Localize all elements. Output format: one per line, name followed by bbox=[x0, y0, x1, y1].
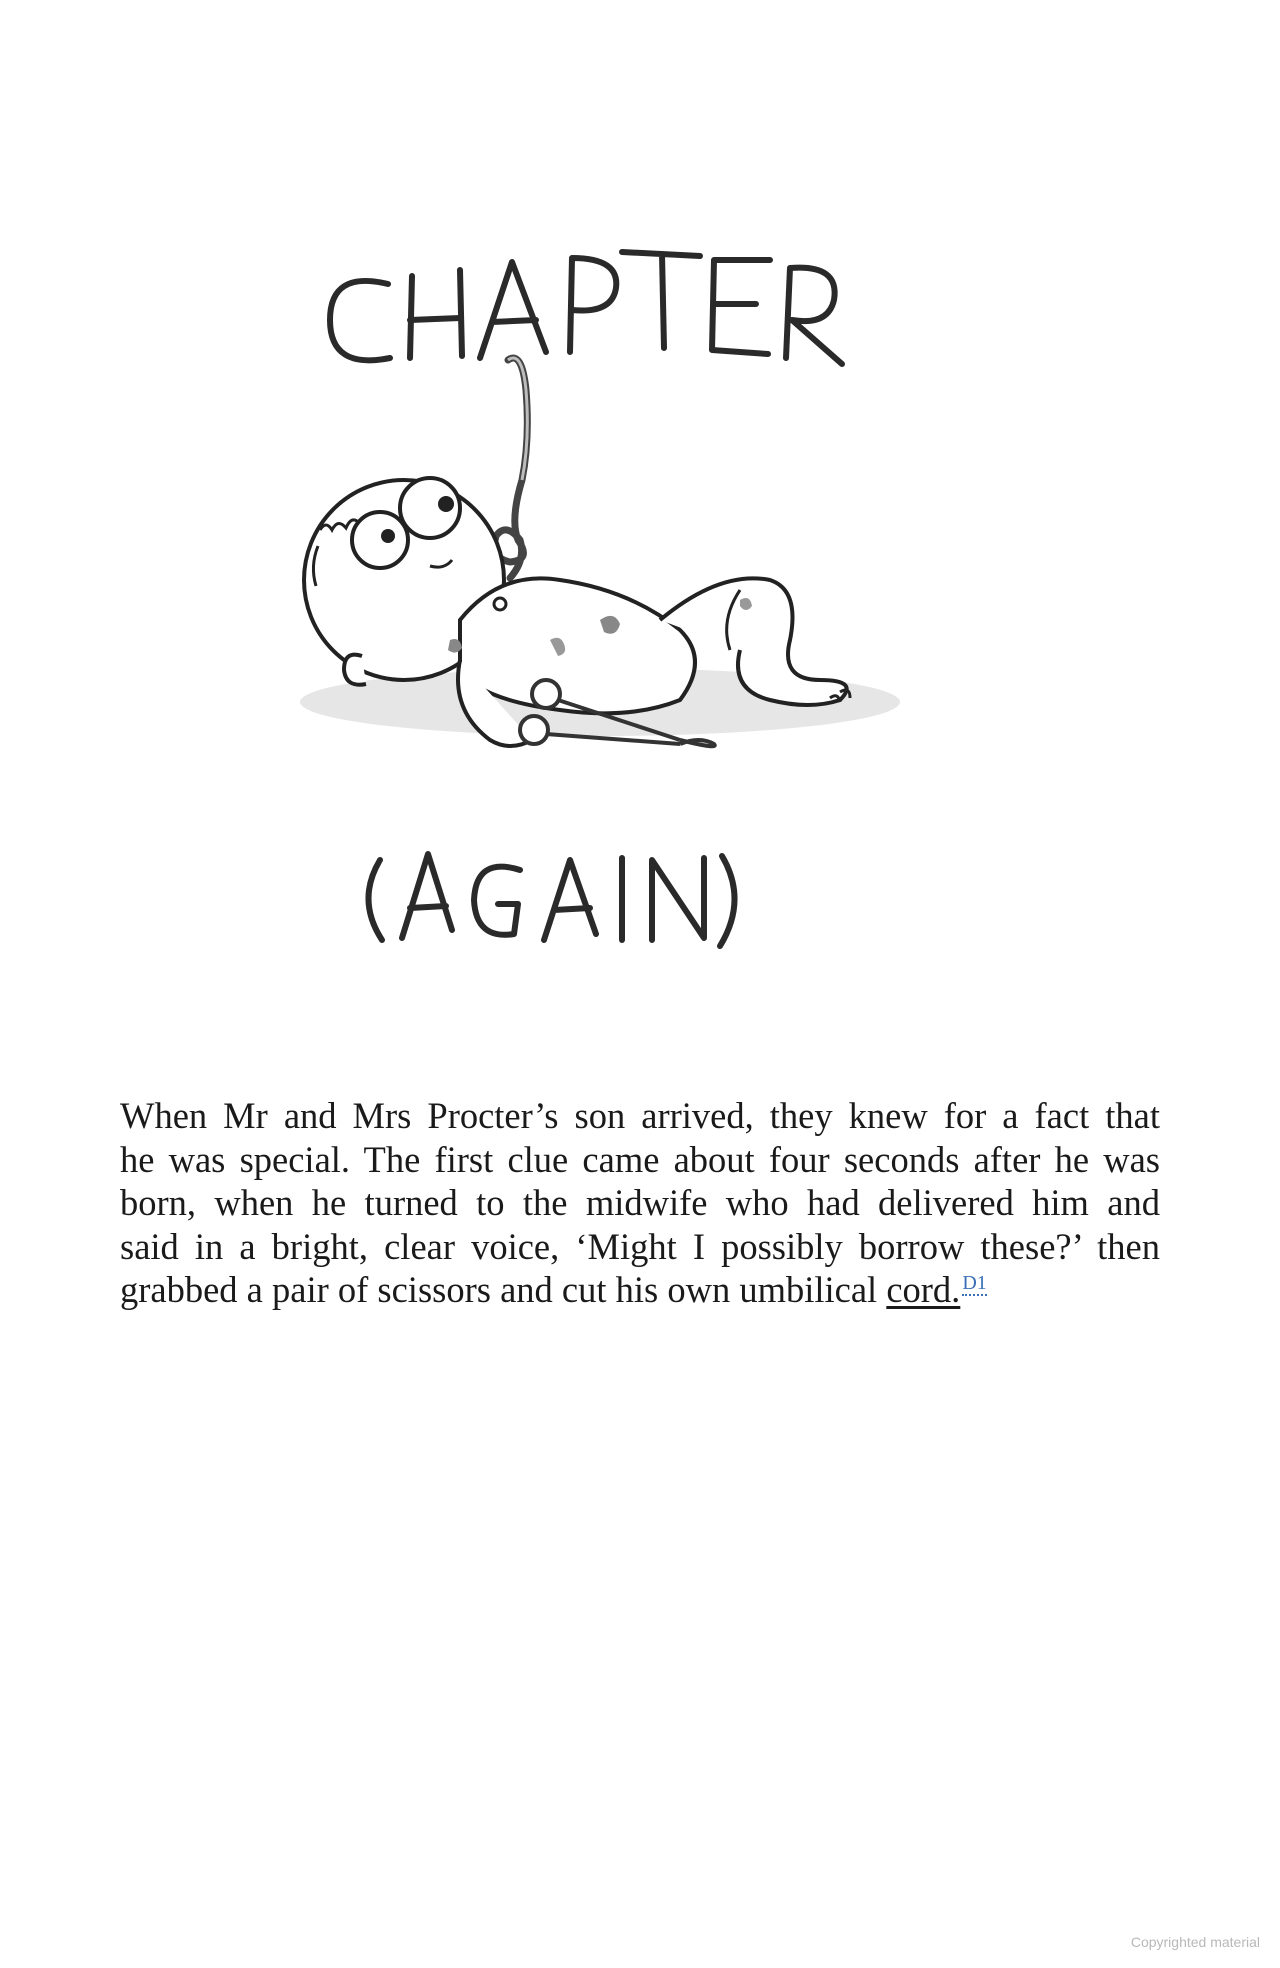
copyright-watermark: Copyrighted material bbox=[1130, 1934, 1260, 1950]
paragraph-line: born, when he turned to the midwife who had delivered him and bbox=[120, 1182, 1160, 1223]
chapter-lettering bbox=[330, 252, 842, 364]
opening-paragraph bbox=[120, 1094, 1160, 1312]
paragraph-line: said in a bright, clear voice, ‘Might I possibly borrow these?’ then bbox=[120, 1225, 1160, 1267]
again-lettering bbox=[368, 854, 734, 946]
paragraph-last-line bbox=[120, 1268, 1160, 1312]
baby-illustration-svg bbox=[300, 240, 960, 980]
paragraph-line: When Mr and Mrs Procter’s son arrived, they knew for a fact that bbox=[120, 1095, 1160, 1136]
paragraph-line: he was special. The first clue came about four seconds after he was bbox=[120, 1138, 1160, 1180]
chapter-illustration bbox=[300, 240, 960, 980]
cord-link[interactable]: cord. bbox=[886, 1269, 961, 1310]
footnote-reference-link[interactable]: D1 bbox=[962, 1271, 987, 1294]
paragraph-line-text: grabbed a pair of scissors and cut his own umbilical bbox=[120, 1269, 887, 1310]
